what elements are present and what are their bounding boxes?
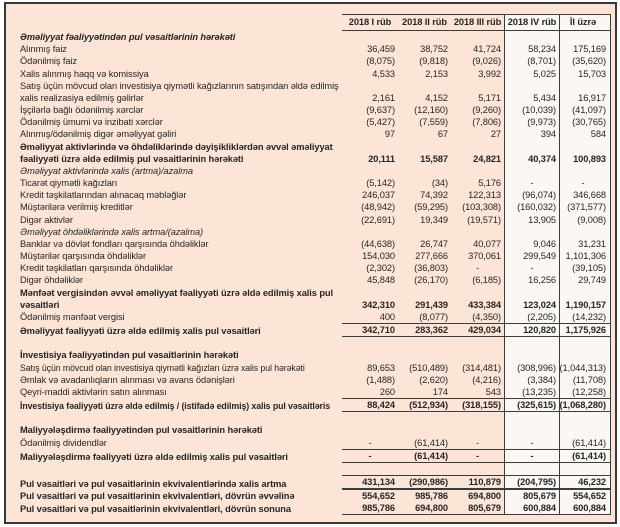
cell-value [342, 349, 398, 361]
cell-value: (7,559) [419, 117, 448, 128]
row-label [20, 412, 342, 424]
row-label: Kredit təşkilatlarından alınacaq məbləğlər [20, 190, 187, 201]
cell-value [504, 31, 559, 43]
row-label: Müştərilərə verilmiş kreditlər [20, 202, 133, 213]
cell-value: 694,800 [468, 491, 501, 502]
cell-value: 3,992 [478, 68, 501, 79]
cell-value: 260 [379, 386, 395, 397]
table-row [20, 262, 605, 274]
cell-value: 4,152 [425, 92, 448, 103]
cell-value: (103,308) [462, 202, 501, 213]
column-header-2018-q3: 2018 III rüb [451, 14, 504, 31]
cell-value: 26,747 [420, 238, 448, 249]
cell-value: 123,024 [504, 287, 559, 311]
header-spacer-cell [20, 14, 342, 31]
cell-value [398, 424, 451, 436]
table-row [20, 398, 605, 412]
cell-value: - [559, 177, 611, 189]
table-row [20, 43, 605, 55]
cell-value: (9,818) [419, 56, 448, 67]
cell-value: 1,175,926 [559, 323, 611, 337]
cell-value: 74,392 [420, 190, 448, 201]
row-label: Əməliyyat aktivlərində xalis (artma)/azalma [20, 165, 193, 176]
cell-value: 27 [490, 129, 501, 140]
table-row [20, 238, 605, 250]
cell-value: 5,171 [478, 92, 501, 103]
cell-value: - [476, 437, 479, 448]
table-row [20, 213, 605, 225]
column-header-2018-q4: 2018 IV rüb [504, 14, 559, 31]
table-row [20, 274, 605, 286]
row-label: İnvestisiya fəaliyyəti üzrə əldə edilmiş / (istifadə edilmiş) xalis pul vəsaitləris [20, 400, 330, 411]
cell-value: (96,074) [504, 189, 559, 201]
table-row [20, 361, 605, 373]
cell-value: (8,077) [419, 311, 448, 322]
cell-value: (39,105) [559, 262, 611, 274]
cell-value: 9,046 [504, 238, 559, 250]
cell-value: 433,384 [468, 299, 501, 310]
cell-value: - [342, 449, 398, 463]
cell-value: 15,587 [420, 153, 448, 164]
row-label: Əməliyyat fəaliyyətindən pul vəsaitlərinin hərəkəti [20, 32, 236, 43]
cell-value: - [451, 449, 504, 463]
table-row [20, 502, 605, 515]
cell-value: 16,256 [504, 274, 559, 286]
cell-value [559, 349, 611, 361]
table-row [20, 386, 605, 398]
row-label: Əmlak və avadanlıqların alınması və avans ödənişləri [20, 374, 235, 385]
table-row [20, 189, 605, 201]
cell-value [342, 337, 398, 349]
cell-value: 246,037 [362, 190, 395, 201]
table-row [20, 104, 605, 116]
cell-value: (9,026) [472, 56, 501, 67]
cell-value: 13,905 [504, 213, 559, 225]
row-label: Ödənilmiş dividendlər [20, 437, 107, 448]
spacer-row [20, 412, 605, 424]
table-row [20, 490, 605, 502]
cell-value: 41,724 [473, 44, 501, 55]
cell-value: 122,313 [468, 190, 501, 201]
cell-value: - [504, 262, 559, 274]
cell-value: 370,061 [468, 251, 501, 262]
cell-value [398, 412, 451, 424]
row-label: Pul vəsaitləri və pul vəsaitlərinin ekvivalentlərində xalis artma [20, 478, 287, 489]
cell-value [342, 31, 398, 43]
cell-value [504, 349, 559, 361]
cell-value: (22,691) [361, 214, 395, 225]
row-label: Əməliyyat aktivlərində və öhdəliklərində dəyişikliklərdən əvvəl əməliyyat fəaliyyəti üzrə əldə edilmiş pul vəsaitlərinin hərəkəti [20, 141, 333, 164]
cell-value: 110,879 [451, 475, 504, 490]
row-label: Pul vəsaitləri və pul vəsaitlərinin ekvivalentləri, dövrün sonuna [20, 504, 291, 515]
cell-value: 5,176 [478, 177, 501, 188]
cell-value: (19,571) [467, 214, 501, 225]
cell-value: 19,349 [420, 214, 448, 225]
row-label: Pul vəsaitləri və pul vəsaitlərinin ekvivalentləri, dövrün əvvəlinə [20, 491, 295, 502]
cell-value: (2,620) [419, 374, 448, 385]
row-label: Digər aktivlər [20, 214, 73, 225]
cell-value [504, 463, 559, 475]
cell-value [559, 424, 611, 436]
row-label [20, 463, 342, 475]
cell-value: - [476, 263, 479, 274]
cell-value: (41,097) [559, 104, 611, 116]
cell-value: 88,424 [342, 398, 398, 412]
table-row [20, 201, 605, 213]
cell-value [398, 165, 451, 177]
row-label: Əməliyyat fəaliyyəti üzrə əldə edilmiş xalis pul vəsaitləri [20, 325, 261, 336]
cell-value: (325,615) [504, 398, 559, 412]
row-label: Maliyyələşdirmə fəaliyyəti üzrə əldə edilmiş xalis pul vəsaitləri [20, 451, 288, 462]
table-row [20, 449, 605, 463]
cell-value [559, 463, 611, 475]
cell-value: (6,185) [472, 275, 501, 286]
table-row [20, 226, 605, 238]
cell-value [504, 424, 559, 436]
cell-value: 40,374 [504, 141, 559, 165]
cell-value [451, 463, 504, 475]
column-header-year-total: İl üzrə [559, 14, 611, 31]
table-row [20, 116, 605, 128]
cell-value: 600,884 [504, 502, 559, 515]
cell-value: (7,806) [472, 117, 501, 128]
cell-value: (1,044,313) [559, 361, 611, 373]
table-row [20, 374, 605, 386]
cell-value: (2,302) [366, 263, 395, 274]
cell-value: 2,161 [372, 92, 395, 103]
cell-value: 342,310 [362, 299, 395, 310]
cell-value: 554,652 [559, 490, 611, 502]
cell-value: 36,459 [367, 44, 395, 55]
row-label: Mənfəət vergisindən əvvəl əməliyyat fəaliyyəti üzrə əldə edilmiş xalis pul vəsaitləri [20, 287, 333, 310]
row-label: Alınmış/ödənilmiş digər əməliyyat gəliri [20, 129, 177, 140]
cell-value: 15,703 [559, 68, 611, 80]
cell-value: 58,234 [504, 43, 559, 55]
table-header-row [20, 14, 605, 31]
cell-value: 67 [437, 129, 448, 140]
table-row [20, 177, 605, 189]
cell-value: 394 [504, 128, 559, 140]
cell-value: (160,032) [504, 201, 559, 213]
cell-value: 31,231 [559, 238, 611, 250]
cell-value: 431,134 [342, 475, 398, 490]
cell-value: 120,820 [504, 323, 559, 337]
row-label: Ticarət qiymətli kağızları [20, 177, 118, 188]
cell-value: 600,884 [559, 502, 611, 515]
cell-value: 174 [432, 386, 448, 397]
cell-value: (61,414) [559, 436, 611, 448]
row-label: Alınmış faiz [20, 44, 67, 55]
cell-value: (1,488) [366, 374, 395, 385]
row-label: Satış üçün mövcud olan investisiya qiymətli kağızları üzrə xalis pul hərəkəti [20, 362, 305, 373]
cell-value [398, 31, 451, 43]
cell-value: 277,666 [415, 251, 448, 262]
cell-value: (3,384) [504, 374, 559, 386]
row-label: İnvestisiya fəaliyyətindən pul vəsaitlərinin hərəkəti [20, 350, 239, 361]
cell-value: (48,942) [361, 202, 395, 213]
cell-value: - [504, 177, 559, 189]
cell-value: 154,030 [362, 251, 395, 262]
cell-value: 175,169 [559, 43, 611, 55]
cell-value: 543 [485, 386, 501, 397]
cell-value: - [504, 436, 559, 448]
cell-value: 342,710 [342, 323, 398, 337]
cell-value [504, 226, 559, 238]
cell-value [398, 349, 451, 361]
row-label: Qeyri-maddi aktivlərin satın alınması [20, 386, 167, 397]
cell-value: 97 [384, 129, 395, 140]
cell-value: - [504, 449, 559, 463]
cell-value: (9,637) [366, 105, 395, 116]
table-row [20, 141, 605, 165]
table-body [20, 31, 605, 515]
table-row [20, 55, 605, 67]
cell-value: 20,111 [368, 153, 395, 164]
cell-value [451, 337, 504, 349]
table-row [20, 349, 605, 361]
cell-value: 805,679 [451, 502, 504, 515]
table-row [20, 250, 605, 262]
cell-value [342, 412, 398, 424]
cell-value: 346,668 [559, 189, 611, 201]
cell-value: (61,414) [414, 437, 448, 448]
cell-value [504, 165, 559, 177]
cell-value [342, 424, 398, 436]
spacer-row [20, 337, 605, 349]
table-row [20, 287, 605, 311]
cell-value: (314,481) [462, 362, 501, 373]
cell-value: 5,025 [504, 68, 559, 80]
cell-value: (10,039) [504, 104, 559, 116]
cell-value [342, 226, 398, 238]
cell-value [559, 165, 611, 177]
table-row [20, 323, 605, 337]
cell-value [504, 337, 559, 349]
cell-value: 89,653 [367, 362, 395, 373]
cell-value: (204,795) [504, 475, 559, 490]
cell-value: 4,533 [372, 68, 395, 79]
cell-value [504, 412, 559, 424]
cell-value: (12,160) [414, 105, 448, 116]
cell-value: 985,786 [342, 502, 398, 515]
cell-value: (510,489) [409, 362, 448, 373]
cell-value: (11,708) [559, 374, 611, 386]
cell-value: 5,434 [504, 80, 559, 104]
table-row [20, 311, 605, 323]
table-row [20, 165, 605, 177]
row-label: Xalis alınmış haqq və komissiya [20, 68, 149, 79]
cell-value: (1,068,280) [559, 398, 611, 412]
table-row [20, 80, 605, 104]
cell-value: (61,414) [559, 449, 611, 463]
cell-value: 805,679 [504, 490, 559, 502]
cell-value: 100,893 [559, 141, 611, 165]
row-label: Satış üçün mövcud olan investisiya qiymətli kağızlarının satışından əldə edilmiş xalis realizasiya edilmiş gəlirlər [20, 80, 339, 103]
cell-value [451, 165, 504, 177]
cell-value: 291,439 [415, 299, 448, 310]
cell-value: (512,934) [398, 398, 451, 412]
cell-value: 1,101,306 [559, 250, 611, 262]
cell-value: 46,232 [559, 475, 611, 490]
cell-value: (5,427) [366, 117, 395, 128]
column-header-2018-q2: 2018 II rüb [398, 14, 451, 31]
cell-value [559, 337, 611, 349]
cell-value: (2,205) [504, 311, 559, 323]
row-label: Ödənilmiş mənfəət vergisi [20, 311, 125, 322]
cell-value: 2,153 [425, 68, 448, 79]
table-row [20, 128, 605, 140]
cell-value: (318,155) [451, 398, 504, 412]
table-row [20, 31, 605, 43]
spacer-row [20, 463, 605, 475]
row-label: Ödənilmiş ümumi və inzibati xərclər [20, 117, 163, 128]
cell-value: 400 [379, 311, 395, 322]
cell-value: (30,765) [559, 116, 611, 128]
row-label: Əməliyyat öhdəliklərində xalis artma/(azalma) [20, 226, 204, 237]
cell-value [451, 226, 504, 238]
cell-value: (26,170) [414, 275, 448, 286]
cell-value: (308,996) [504, 361, 559, 373]
table-row [20, 68, 605, 80]
row-label: Kredit təşkilatları qarşısında öhdəliklər [20, 263, 173, 274]
row-label [20, 337, 342, 349]
cell-value: (290,986) [398, 475, 451, 490]
cell-value: 16,917 [559, 80, 611, 104]
table-row [20, 475, 605, 490]
column-header-2018-q1: 2018 I rüb [342, 14, 398, 31]
cell-value [398, 463, 451, 475]
table-row [20, 436, 605, 448]
cell-value: (5,142) [366, 177, 395, 188]
cell-value: 283,362 [398, 323, 451, 337]
cell-value: 24,821 [473, 153, 501, 164]
cell-value [559, 31, 611, 43]
cash-flow-statement-table [4, 2, 617, 524]
cell-value: (8,701) [504, 55, 559, 67]
row-label: İşçilərlə bağlı ödənilmiş xərclər [20, 105, 144, 116]
cell-value: (371,577) [559, 201, 611, 213]
cell-value: (59,295) [414, 202, 448, 213]
cell-value: 694,800 [398, 502, 451, 515]
cell-value [451, 424, 504, 436]
cell-value: (9,008) [559, 213, 611, 225]
cell-value: 429,034 [451, 323, 504, 337]
cell-value: 1,190,157 [559, 287, 611, 311]
cell-value: (9,973) [504, 116, 559, 128]
cell-value [451, 31, 504, 43]
cell-value [342, 165, 398, 177]
cell-value: 985,786 [415, 491, 448, 502]
cell-value [342, 463, 398, 475]
cell-value: 554,652 [362, 491, 395, 502]
cell-value: (36,803) [414, 263, 448, 274]
cell-value: 38,752 [420, 44, 448, 55]
cell-value: (9,260) [472, 105, 501, 116]
cell-value [559, 412, 611, 424]
cell-value: - [368, 437, 372, 448]
cell-value: (35,620) [559, 55, 611, 67]
cell-value: (44,638) [361, 238, 395, 249]
row-label: Digər öhdəliklər [20, 275, 83, 286]
cell-value [398, 337, 451, 349]
cell-value: (8,075) [366, 56, 395, 67]
cell-value: 29,749 [559, 274, 611, 286]
cell-value: 299,549 [504, 250, 559, 262]
row-label: Maliyyələşdirmə fəaliyyətindən pul vəsaitlərinin hərəkəti [20, 425, 263, 436]
cell-value: (12,258) [559, 386, 611, 398]
cell-value: 45,848 [367, 275, 395, 286]
cell-value: (4,350) [472, 311, 501, 322]
table-row [20, 424, 605, 436]
cell-value [559, 226, 611, 238]
cell-value [451, 412, 504, 424]
cell-value: (13,235) [504, 386, 559, 398]
cell-value: (61,414) [398, 449, 451, 463]
row-label: Ödənilmiş faiz [20, 56, 77, 67]
cell-value: 40,077 [473, 238, 501, 249]
cell-value: (34) [431, 177, 448, 188]
cell-value [398, 226, 451, 238]
row-label: Banklar və dövlət fondları qarşısında öhdəliklər [20, 238, 209, 249]
cell-value: (4,216) [472, 374, 501, 385]
cell-value [451, 349, 504, 361]
row-label: Müştərilər qarşısında öhdəliklər [20, 251, 146, 262]
cell-value: (14,232) [559, 311, 611, 323]
cell-value: 584 [559, 128, 611, 140]
